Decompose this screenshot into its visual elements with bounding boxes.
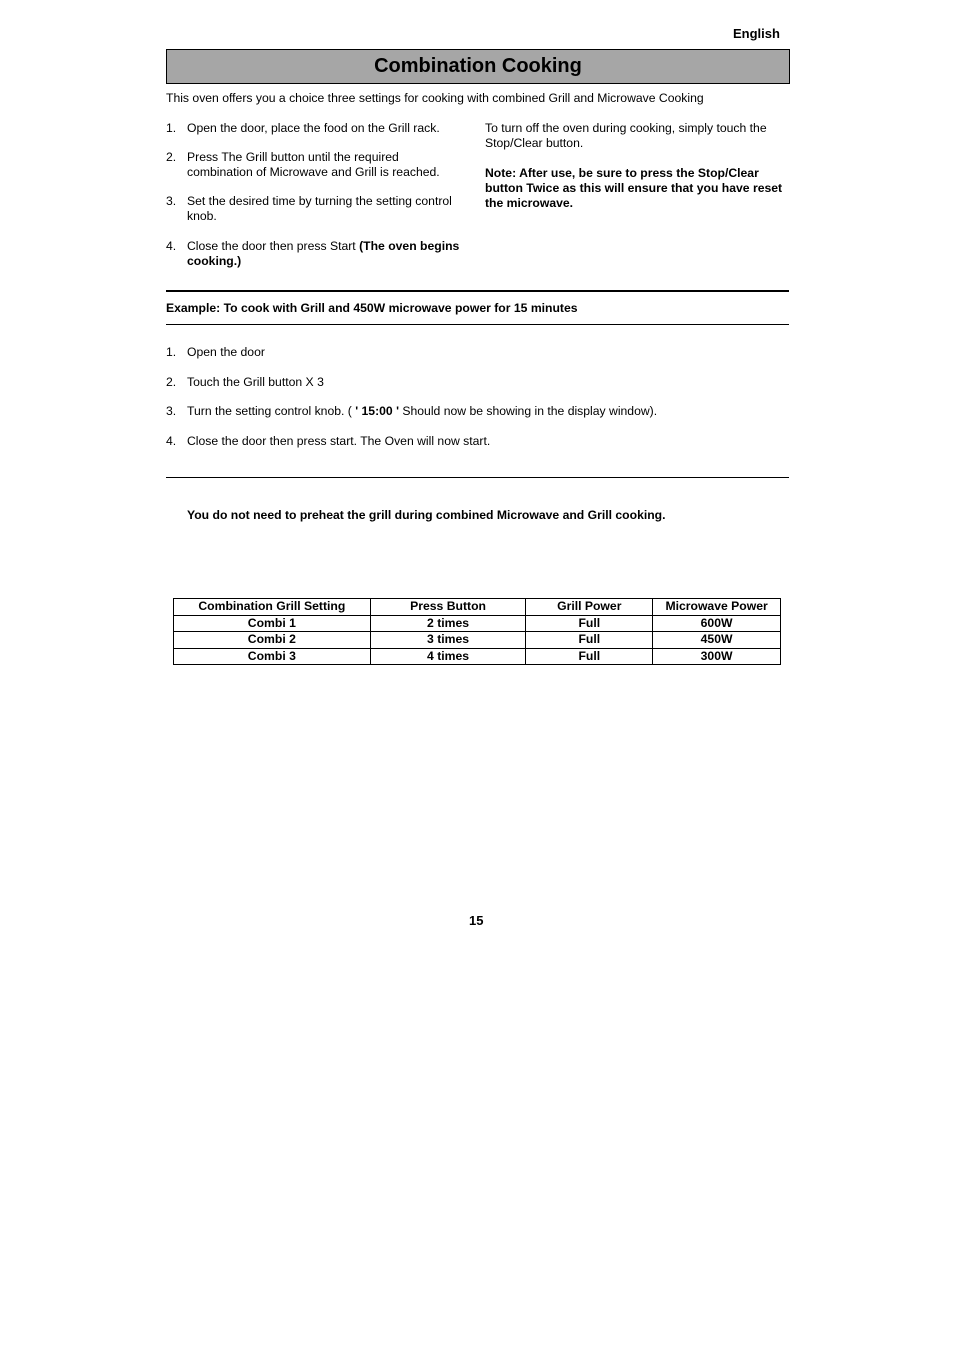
step-text-pre: Turn the setting control knob. ( xyxy=(187,404,356,418)
table-header: Microwave Power xyxy=(653,599,781,616)
table-header-row xyxy=(174,599,781,616)
page-number: 15 xyxy=(469,913,484,928)
step-number: 3. xyxy=(166,194,177,208)
intro-text: This oven offers you a choice three settings for cooking with combined Grill and Microwave Cooking xyxy=(166,91,704,105)
preheat-note: You do not need to preheat the grill during combined Microwave and Grill cooking. xyxy=(187,508,666,522)
table-cell: 3 times xyxy=(370,632,526,649)
table-row xyxy=(174,632,781,649)
table-header: Combination Grill Setting xyxy=(174,599,371,616)
table-cell: 300W xyxy=(653,648,781,665)
right-column xyxy=(485,121,785,211)
step-text-plain: Close the door then press Start xyxy=(187,239,360,253)
after-use-note: Note: After use, be sure to press the Stop/Clear button Twice as this will ensure that you have reset the microwave. xyxy=(485,166,783,210)
table-cell: 450W xyxy=(653,632,781,649)
step-text: Set the desired time by turning the setting control knob. xyxy=(187,194,452,223)
title-banner xyxy=(166,49,790,84)
table-cell: Full xyxy=(526,615,653,632)
step-text-post: Should now be showing in the display window). xyxy=(398,404,658,418)
divider xyxy=(166,324,789,325)
table-header: Grill Power xyxy=(526,599,653,616)
step-number: 4. xyxy=(166,239,177,253)
step-text xyxy=(187,239,467,269)
table-row xyxy=(174,648,781,665)
table-cell: 2 times xyxy=(370,615,526,632)
page-title: Combination Cooking xyxy=(374,55,582,77)
table-header: Press Button xyxy=(370,599,526,616)
step-number: 3. xyxy=(166,404,177,418)
step-text xyxy=(187,404,657,418)
step-text-bold: (The oven begins cooking.) xyxy=(187,239,460,268)
combination-table xyxy=(173,598,781,665)
example-heading: Example: To cook with Grill and 450W microwave power for 15 minutes xyxy=(166,301,578,315)
table-cell: Full xyxy=(526,648,653,665)
step-text: Open the door xyxy=(187,345,265,359)
step-text: Open the door, place the food on the Grill rack. xyxy=(187,121,440,135)
language-label: English xyxy=(733,26,780,41)
step-text: Touch the Grill button X 3 xyxy=(187,375,324,389)
step-number: 1. xyxy=(166,121,177,135)
display-time: ' 15:00 ' xyxy=(355,404,399,418)
divider xyxy=(166,290,789,292)
stop-instruction: To turn off the oven during cooking, simply touch the Stop/Clear button. xyxy=(485,121,767,150)
step-number: 4. xyxy=(166,434,177,448)
steps-list xyxy=(166,121,466,281)
table-cell: 4 times xyxy=(370,648,526,665)
divider xyxy=(166,477,789,478)
table-cell: Full xyxy=(526,632,653,649)
step-number: 2. xyxy=(166,150,177,164)
table-cell: Combi 1 xyxy=(174,615,371,632)
step-number: 1. xyxy=(166,345,177,359)
table-cell: Combi 2 xyxy=(174,632,371,649)
table-cell: 600W xyxy=(653,615,781,632)
step-text: Close the door then press start. The Oven will now start. xyxy=(187,434,491,448)
table-row xyxy=(174,615,781,632)
step-number: 2. xyxy=(166,375,177,389)
step-text: Press The Grill button until the required combination of Microwave and Grill is reached. xyxy=(187,150,440,179)
table-cell: Combi 3 xyxy=(174,648,371,665)
